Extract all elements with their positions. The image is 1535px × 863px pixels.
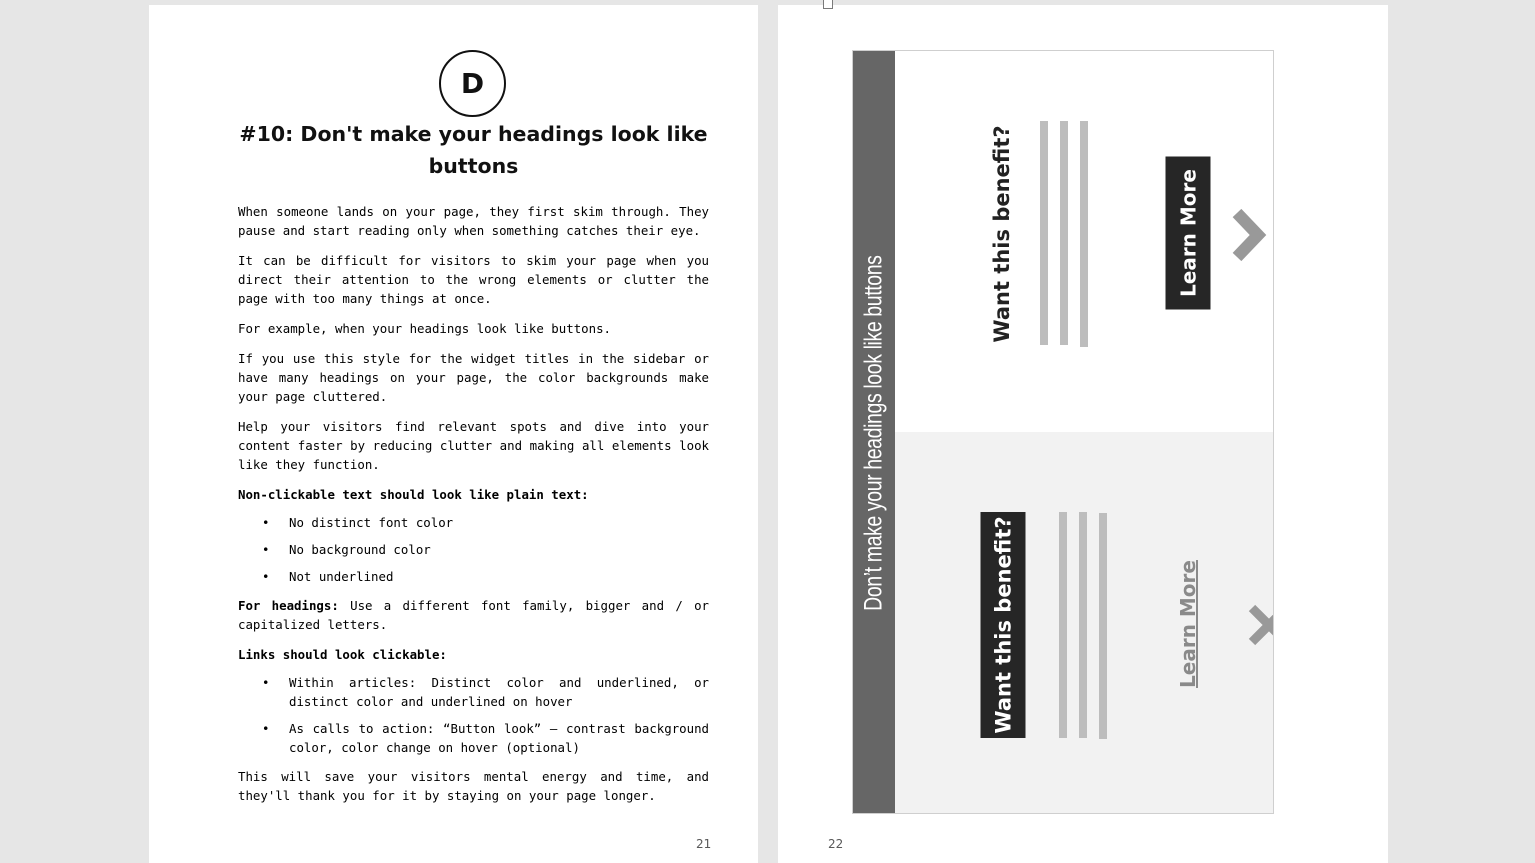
badge-letter: D [460,67,485,100]
page-21 [149,5,758,863]
plain-heading-example: Want this benefit? [990,125,1014,343]
paragraph: When someone lands on your page, they first skim through. They pause and start reading only when something catches their eye. [238,204,709,238]
good-example-panel [895,51,1274,432]
list-item-text: Within articles: Distinct color and underlined, or distinct color and underlined on hover [289,675,709,709]
list-item-text: No distinct font color [289,515,454,530]
list-item [238,540,709,559]
list-item-text: As calls to action: “Button look” – contrast background color, color change on hover (optional) [289,721,709,755]
list-item-text: No background color [289,542,431,557]
paragraph: It can be difficult for visitors to skim your page when you direct their attention to the wrong elements or clutter the page with too many things at once. [238,253,709,306]
side-title-text: Don’t make your headings look like buttons [859,255,888,611]
headings-text: Use a different font family, bigger and / or capitalized letters. [238,598,709,632]
text-line-placeholder [1059,512,1067,738]
chevron-right-icon [1220,207,1274,267]
bullet: • [262,675,270,690]
list-item [238,567,709,586]
page-number: 22 [828,837,844,851]
boxed-heading-example: Want this benefit? [981,512,1026,738]
text-line-placeholder [1080,121,1088,347]
links-heading: Links should look clickable: [238,647,447,662]
article-body [238,202,709,816]
bad-example-panel [895,432,1274,814]
nonclickable-heading: Non-clickable text should look like plain text: [238,487,589,502]
article-title: #10: Don't make your headings look like buttons [239,122,708,178]
list-item-text: Not underlined [289,569,394,584]
nonclickable-list [238,513,709,586]
headings-label: For headings: [238,598,339,613]
text-line-placeholder [1040,121,1048,345]
paragraph: Help your visitors find relevant spots and dive into your content faster by reducing clutter and making all elements look like they function. [238,419,709,472]
text-line-placeholder [1099,513,1107,739]
side-title [860,83,889,783]
links-list [238,673,709,757]
bullet: • [262,569,270,584]
page-22 [778,5,1388,863]
text-line-placeholder [1079,512,1087,738]
text-line-placeholder [1060,121,1068,345]
learn-more-button-example: Learn More [1166,157,1211,310]
infographic [852,50,1274,814]
headings-paragraph [238,596,709,634]
list-item [238,673,709,711]
paragraph: For example, when your headings look like buttons. [238,321,611,336]
page-number: 21 [696,837,712,851]
closing-paragraph: This will save your visitors mental energy and time, and they'll thank you for it by staying on your page longer. [238,769,709,803]
bullet: • [262,515,270,530]
paragraph: If you use this style for the widget titles in the sidebar or have many headings on your page, the color backgrounds make your page cluttered. [238,351,709,404]
text-cursor-marker [823,0,833,9]
bullet: • [262,542,270,557]
list-item [238,513,709,532]
bullet: • [262,721,270,736]
learn-more-link-example: Learn More [1176,560,1200,688]
cross-icon [1247,603,1274,647]
list-item [238,719,709,757]
chapter-badge [439,50,506,117]
